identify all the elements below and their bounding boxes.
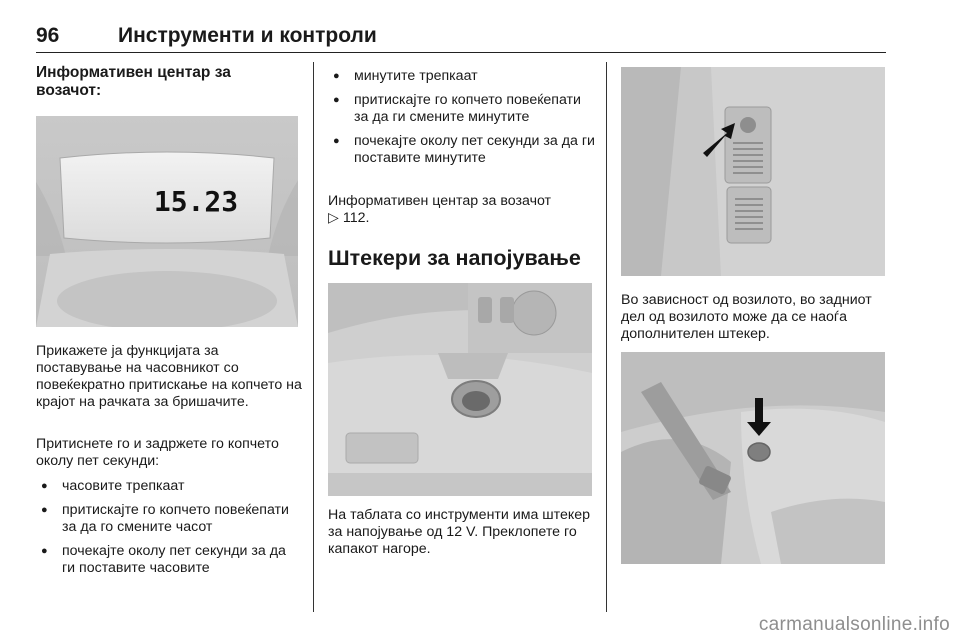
bullet-list-minutes bbox=[328, 68, 596, 174]
bullet-list-hours bbox=[36, 478, 301, 584]
cross-reference bbox=[328, 193, 596, 227]
page-header bbox=[36, 22, 886, 50]
section-heading-power-outlets: Штекери за напојување bbox=[328, 246, 581, 270]
page-title: Инструменти и контроли bbox=[118, 24, 377, 47]
watermark: carmanualsonline.info bbox=[758, 614, 950, 635]
dashboard-outlet-illustration bbox=[328, 283, 592, 496]
arrow-reference-icon: ▷ bbox=[328, 210, 339, 226]
cargo-outlet-figure bbox=[621, 352, 885, 564]
column-divider-1 bbox=[313, 62, 314, 612]
paragraph-power-outlet: На таблата со инструменти има штекер за напојување од 12 V. Преклопете го капакот нагоре. bbox=[328, 507, 591, 557]
header-rule bbox=[36, 52, 886, 53]
instrument-cluster-illustration bbox=[36, 116, 298, 327]
page-number: 96 bbox=[36, 24, 60, 47]
clock-digits: 15.23 bbox=[153, 185, 239, 218]
paragraph-press-hold: Притиснете го и задржете го копчето околу пет секунди: bbox=[36, 436, 279, 469]
list-item: ● часовите трепкаат bbox=[36, 478, 301, 495]
side-panel-illustration bbox=[621, 67, 885, 276]
section-heading-driver-info: Информативен центар за возачот: bbox=[36, 64, 231, 99]
list-item: ● притискајте го копчето повеќепати за да го смените часот bbox=[36, 502, 301, 536]
seat-area-illustration bbox=[621, 352, 885, 564]
list-item: ● почекајте околу пет секунди за да ги поставите часовите bbox=[36, 543, 301, 577]
clock-display-figure bbox=[36, 116, 298, 327]
list-item: ● притискајте го копчето повеќепати за да ги смените минутите bbox=[328, 92, 596, 126]
list-item: ● почекајте околу пет секунди за да ги поставите минутите bbox=[328, 133, 596, 167]
power-outlet-figure bbox=[328, 283, 592, 496]
cross-reference-text: Информативен центар за возачот bbox=[328, 193, 552, 209]
rear-outlet-figure bbox=[621, 67, 885, 276]
paragraph-clock-function: Прикажете ја функцијата за поставување на часовникот со повеќекратно притискање на копчето на крајот на рачката за бришачите. bbox=[36, 343, 302, 410]
paragraph-rear-outlet: Во зависност од возилото, во задниот дел од возилото може да се наоѓа дополнителен штекер. bbox=[621, 292, 872, 342]
list-item: ● минутите трепкаат bbox=[328, 68, 596, 85]
column-divider-2 bbox=[606, 62, 607, 612]
cross-reference-page: 112. bbox=[342, 210, 370, 226]
